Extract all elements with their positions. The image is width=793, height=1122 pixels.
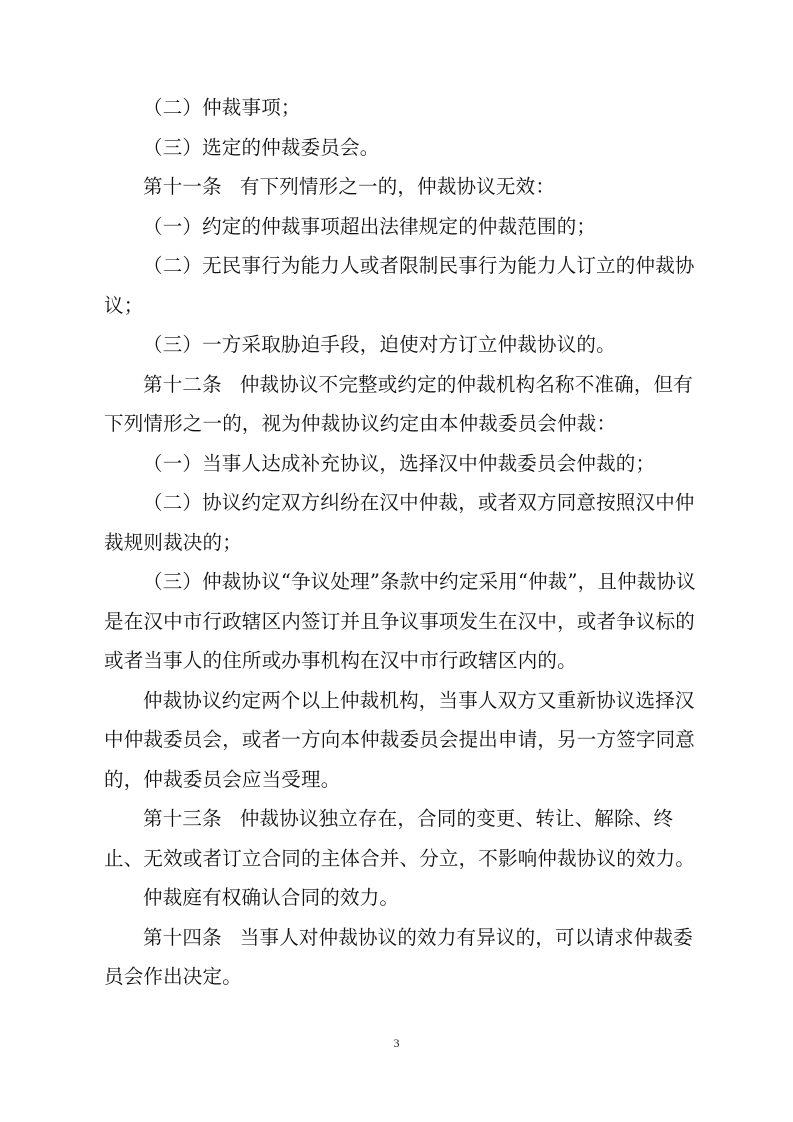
page-number: 3 — [393, 1036, 400, 1050]
article-number: 第十四条 — [143, 925, 222, 949]
paragraph: （一）当事人达成补充协议，选择汉中仲裁委员会仲裁的； — [143, 451, 656, 475]
article-number: 第十一条 — [143, 175, 222, 198]
paragraph: （二）仲裁事项； — [143, 96, 301, 119]
article-paragraph: 第十一条 有下列情形之一的，仲裁协议无效： — [143, 175, 556, 198]
paragraph: （三）一方采取胁迫手段，迫使对方订立仲裁协议的。 — [143, 333, 616, 356]
paragraph: （三）仲裁协议“争议处理”条款中约定采用“仲裁”，且仲裁协议是在汉中市行政辖区内签订并且争议事项发生在汉中，或者争议标的或者当事人的住所或办事机构在汉中市行政辖区内的。 — [104, 570, 696, 672]
paragraph: （二）无民事行为能力人或者限制民事行为能力人订立的仲裁协议； — [104, 254, 695, 317]
paragraph: （一）约定的仲裁事项超出法律规定的仲裁范围的； — [143, 214, 597, 238]
paragraph: （三）选定的仲裁委员会。 — [143, 135, 380, 159]
article-number: 第十二条 — [143, 372, 222, 396]
paragraph: 仲裁协议约定两个以上仲裁机构，当事人双方又重新协议选择汉中仲裁委员会，或者一方向本仲裁委员会提出申请，另一方签字同意的，仲裁委员会应当受理。 — [104, 688, 696, 791]
article-paragraph: 第十四条 当事人对仲裁协议的效力有异议的，可以请求仲裁委员会作出决定。 — [104, 925, 693, 988]
paragraph: （二）协议约定双方纠纷在汉中仲裁，或者双方同意按照汉中仲裁规则裁决的； — [104, 491, 695, 554]
article-number: 第十三条 — [143, 807, 222, 830]
document-body — [104, 88, 704, 997]
article-paragraph: 第十三条 仲裁协议独立存在，合同的变更、转让、解除、终止、无效或者订立合同的主体合并、分立，不影响仲裁协议的效力。 — [104, 807, 696, 870]
paragraph: 仲裁庭有权确认合同的效力。 — [143, 886, 400, 909]
article-paragraph: 第十二条 仲裁协议不完整或约定的仲裁机构名称不准确，但有下列情形之一的，视为仲裁协议约定由本仲裁委员会仲裁： — [104, 372, 693, 435]
